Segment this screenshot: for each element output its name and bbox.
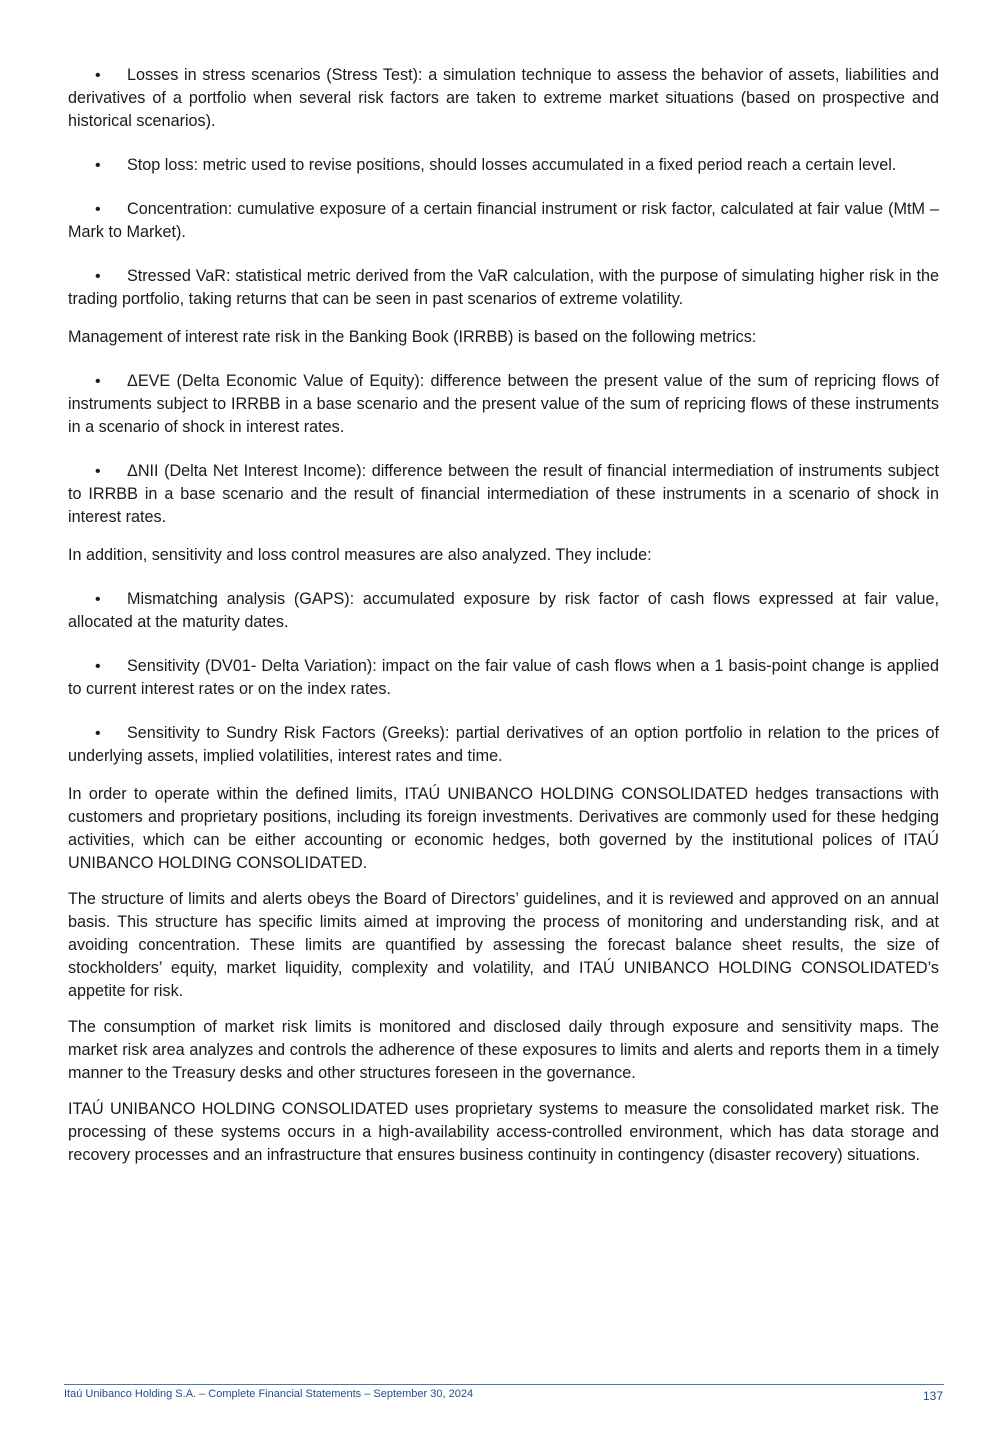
bullet-item [68,198,939,244]
bullet-text: Losses in stress scenarios (Stress Test): a simulation technique to assess the behavior of assets, liabilities and derivatives of a portfolio when several risk factors are taken to extreme market situations (based on prospective and historical scenarios). [68,66,939,130]
footer-text: Itaú Unibanco Holding S.A. – Complete Financial Statements – September 30, 2024 [64,1388,474,1400]
document-body [68,64,939,1180]
bullet-dot: • [95,658,101,675]
page-number: 137 [922,1389,943,1403]
body-paragraph: In order to operate within the defined limits, ITAÚ UNIBANCO HOLDING CONSOLIDATED hedges transactions with customers and proprietary positions, including its foreign investments. Derivatives are commonly used for these hedging activities, which can be either accounting or economic hedges, both governed by the institutional polices of ITAÚ UNIBANCO HOLDING CONSOLIDATED. [68,785,939,872]
body-paragraph: The consumption of market risk limits is monitored and disclosed daily through exposure and sensitivity maps. The market risk area analyzes and controls the adherence of these exposures to limits and alerts and reports them in a timely manner to the Treasury desks and other structures foreseen in the governance. [68,1018,939,1082]
bullet-text: Concentration: cumulative exposure of a certain financial instrument or risk factor, calculated at fair value (MtM – Mark to Market). [68,200,939,241]
irrbb-intro: Management of interest rate risk in the Banking Book (IRRBB) is based on the following metrics: [68,328,757,346]
sensitivity-intro: In addition, sensitivity and loss control measures are also analyzed. They include: [68,546,652,564]
bullet-item [68,460,939,529]
bullet-item [68,588,939,634]
bullet-dot: • [95,725,101,742]
bullet-text: Mismatching analysis (GAPS): accumulated exposure by risk factor of cash flows expressed at fair value, allocated at the maturity dates. [68,590,939,631]
bullet-dot: • [95,463,101,480]
bullet-item [68,370,939,439]
bullet-item [68,64,939,133]
bullet-text: Stop loss: metric used to revise positions, should losses accumulated in a fixed period reach a certain level. [127,156,897,174]
body-paragraph: The structure of limits and alerts obeys the Board of Directors’ guidelines, and it is reviewed and approved on an annual basis. This structure has specific limits aimed at improving the process of monitoring and understanding risk, and at avoiding concentration. These limits are quantified by assessing the forecast balance sheet results, the size of stockholders’ equity, market liquidity, complexity and volatility, and ITAÚ UNIBANCO HOLDING CONSOLIDATED’s appetite for risk. [68,890,939,1000]
bullet-text: Stressed VaR: statistical metric derived from the VaR calculation, with the purpose of simulating higher risk in the trading portfolio, taking returns that can be seen in past scenarios of extreme volatility. [68,267,939,308]
bullet-text: Sensitivity (DV01- Delta Variation): impact on the fair value of cash flows when a 1 basis-point change is applied to current interest rates or on the index rates. [68,657,939,698]
bullet-text: ΔNII (Delta Net Interest Income): difference between the result of financial intermediation of instruments subject to IRRBB in a base scenario and the result of financial intermediation of these instruments in a scenario of shock in interest rates. [68,462,939,526]
bullet-item [68,655,939,701]
bullet-dot: • [95,67,101,84]
bullet-dot: • [95,373,101,390]
bullet-dot: • [95,268,101,285]
bullet-item [68,154,939,177]
bullet-dot: • [95,201,101,218]
bullet-item [68,722,939,768]
bullet-item [68,265,939,311]
footer-rule [64,1384,944,1385]
bullet-text: ΔEVE (Delta Economic Value of Equity): difference between the present value of the sum of repricing flows of instruments subject to IRRBB in a base scenario and the present value of the sum of repricing flows of these instruments in a scenario of shock in interest rates. [68,372,939,436]
bullet-text: Sensitivity to Sundry Risk Factors (Greeks): partial derivatives of an option portfolio in relation to the prices of underlying assets, implied volatilities, interest rates and time. [68,724,939,765]
body-paragraph: ITAÚ UNIBANCO HOLDING CONSOLIDATED uses proprietary systems to measure the consolidated market risk. The processing of these systems occurs in a high-availability access-controlled environment, which has data storage and recovery processes and an infrastructure that ensures business continuity in contingency (disaster recovery) situations. [68,1100,939,1164]
bullet-dot: • [95,157,101,174]
bullet-dot: • [95,591,101,608]
